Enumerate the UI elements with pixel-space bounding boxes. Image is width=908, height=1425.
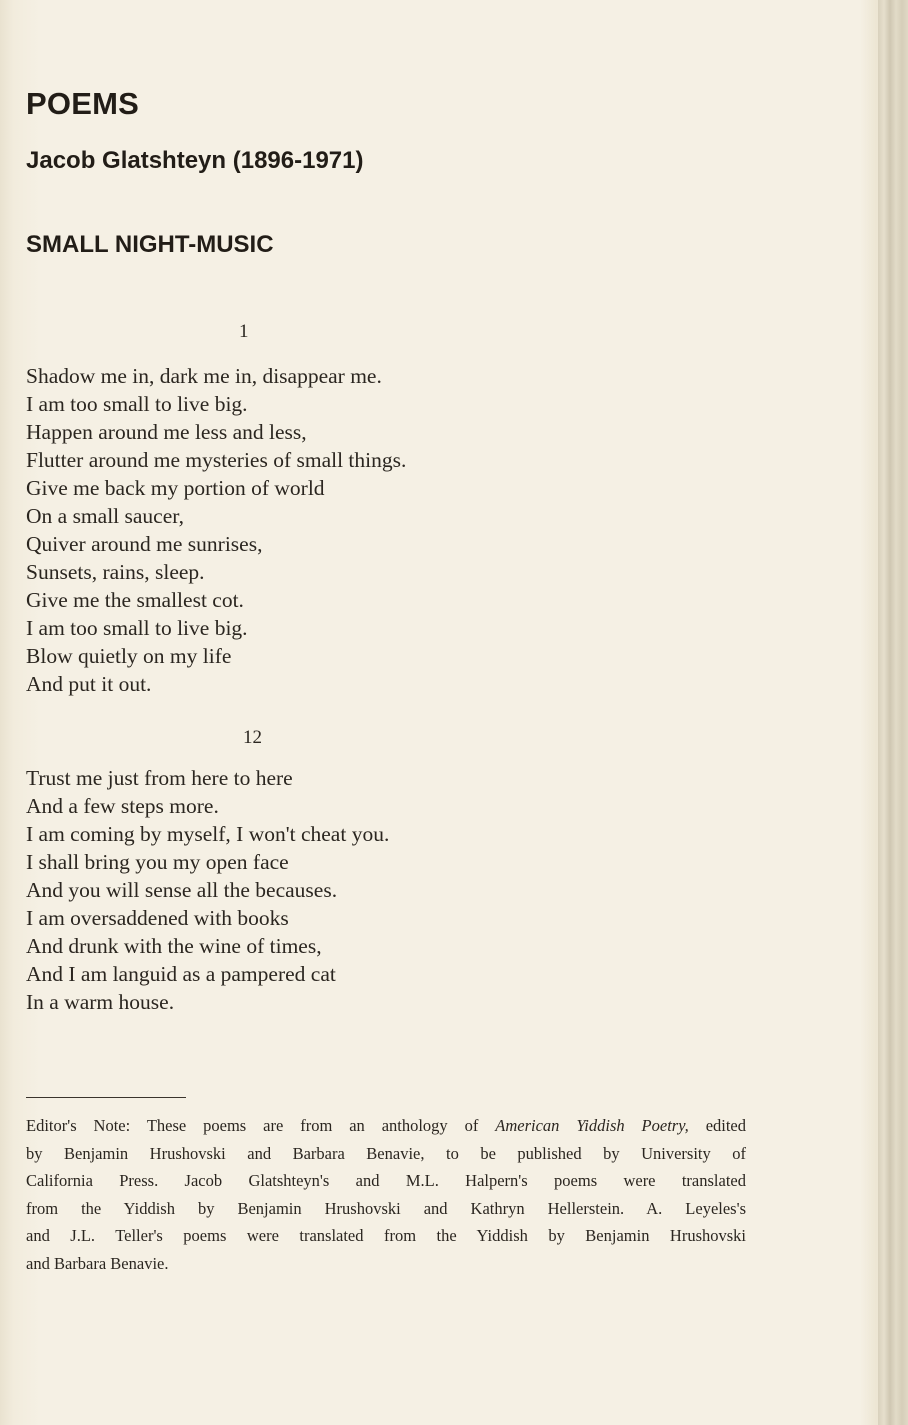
poem-title: SMALL NIGHT-MUSIC bbox=[26, 231, 274, 258]
poem-line: Happen around me less and less, bbox=[26, 420, 307, 444]
poem-line: I shall bring you my open face bbox=[26, 850, 289, 874]
page-edge bbox=[878, 0, 908, 1425]
note-text: edited bbox=[705, 1116, 747, 1135]
editors-note bbox=[26, 1112, 746, 1277]
poem-line: Trust me just from here to here bbox=[26, 766, 293, 790]
author-heading: Jacob Glatshteyn (1896-1971) bbox=[26, 147, 364, 174]
poem-line: Give me the smallest cot. bbox=[26, 588, 244, 612]
poem-line: Quiver around me sunrises, bbox=[26, 532, 263, 556]
poem-line: I am too small to live big. bbox=[26, 616, 248, 640]
poem-line: Shadow me in, dark me in, disappear me. bbox=[26, 364, 382, 388]
footnote-divider bbox=[26, 1097, 186, 1098]
poem-line: On a small saucer, bbox=[26, 504, 184, 528]
note-line: and Barbara Benavie. bbox=[26, 1253, 169, 1273]
poem-line: In a warm house. bbox=[26, 990, 175, 1014]
stanza-12 bbox=[26, 764, 389, 1016]
poem-line: Flutter around me mysteries of small things. bbox=[26, 448, 407, 472]
poem-line: And you will sense all the becauses. bbox=[26, 878, 338, 902]
poem-line: And drunk with the wine of times, bbox=[26, 934, 322, 958]
poem-line: And put it out. bbox=[26, 672, 152, 696]
stanza-1 bbox=[26, 362, 406, 698]
poem-line: And I am languid as a pampered cat bbox=[26, 962, 336, 986]
note-line: California Press. Jacob Glatshteyn's and M.L. Halpern's poems were translated bbox=[26, 1171, 746, 1190]
section-heading: POEMS bbox=[26, 86, 139, 121]
poem-line: Sunsets, rains, sleep. bbox=[26, 560, 205, 584]
note-text: Editor's Note: These poems are from an anthology of bbox=[26, 1116, 479, 1135]
stanza-number: 1 bbox=[239, 321, 249, 342]
poem-line: Give me back my portion of world bbox=[26, 476, 325, 500]
poem-line: Blow quietly on my life bbox=[26, 644, 232, 668]
poem-line: I am coming by myself, I won't cheat you. bbox=[26, 822, 390, 846]
poem-line: I am too small to live big. bbox=[26, 392, 248, 416]
anthology-title: American Yiddish Poetry, bbox=[495, 1116, 689, 1135]
stanza-number: 12 bbox=[243, 727, 262, 748]
note-line: by Benjamin Hrushovski and Barbara Benavie, to be published by University of bbox=[26, 1143, 746, 1163]
poem-line: I am oversaddened with books bbox=[26, 906, 289, 930]
poem-line: And a few steps more. bbox=[26, 794, 219, 818]
note-line: and J.L. Teller's poems were translated from the Yiddish by Benjamin Hrushovski bbox=[26, 1226, 746, 1245]
note-line: from the Yiddish by Benjamin Hrushovski and Kathryn Hellerstein. A. Leyeles's bbox=[26, 1198, 746, 1218]
note-line bbox=[26, 1112, 746, 1140]
